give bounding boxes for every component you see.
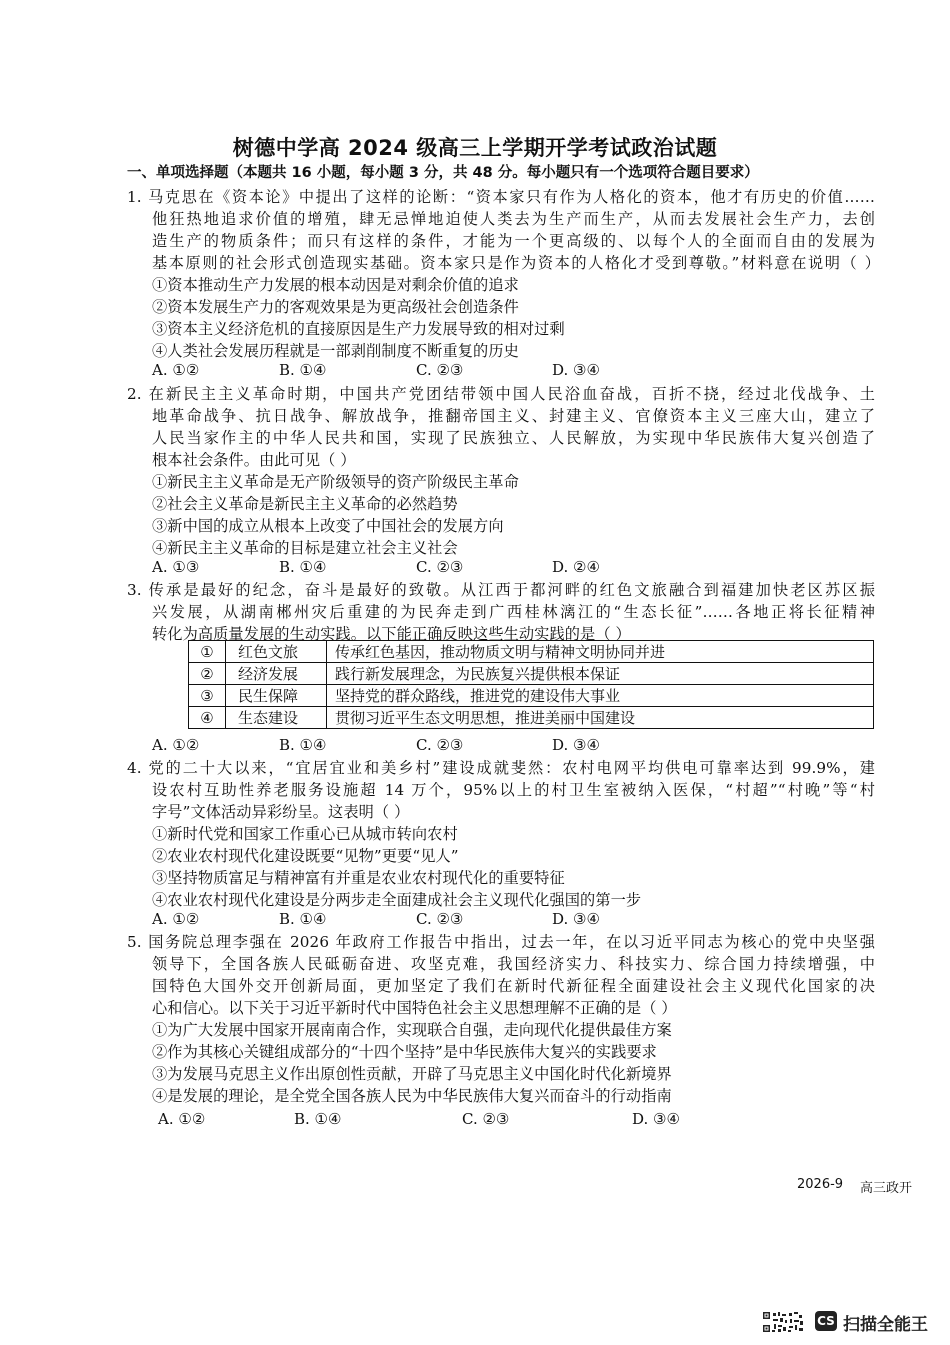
question-1-stem-line: 造生产的物质条件；而只有这样的条件，才能为一个更高级的、以每个人的全面而自由的发展为	[152, 232, 875, 250]
question-4-stem-line: 设农村互助性养老服务设施超 14 万个，95%以上的村卫生室被纳入医保，“村超”“村晚”等“村	[152, 781, 875, 799]
question-2-stem-line: 根本社会条件。由此可见（ ）	[152, 451, 356, 469]
option-d: D. ③④	[552, 736, 600, 754]
option-c: C. ②③	[416, 558, 464, 576]
footer-code: 高三政开	[860, 1181, 913, 1196]
option-c: C. ②③	[416, 361, 464, 379]
question-2-statement: ④新民主主义革命的目标是建立社会主义社会	[152, 539, 458, 557]
question-2-statement: ③新中国的成立从根本上改变了中国社会的发展方向	[152, 517, 504, 535]
table-cell-number: ③	[189, 685, 226, 707]
option-b: B. ①④	[294, 1110, 342, 1128]
table-cell-field: 生态建设	[226, 707, 327, 729]
scanner-name: 扫描全能王	[843, 1315, 928, 1335]
question-5-statement: ②作为其核心关键组成部分的“十四个坚持”是中华民族伟大复兴的实践要求	[152, 1043, 657, 1061]
table-row	[189, 663, 874, 685]
table-cell-field: 民生保障	[226, 685, 327, 707]
table-cell-content: 坚持党的群众路线，推进党的建设伟大事业	[327, 685, 874, 707]
question-5-statement: ③为发展马克思主义作出原创性贡献，开辟了马克思主义中国化时代化新境界	[152, 1065, 672, 1083]
question-3-stem-line: 兴发展，从湖南郴州灾后重建的为民奔走到广西桂林漓江的“生态长征”……各地正将长征精神	[152, 603, 875, 621]
question-4-statement: ④农业农村现代化建设是分两步走全面建成社会主义现代化强国的第一步	[152, 891, 642, 909]
option-b: B. ①④	[279, 910, 327, 928]
question-1-stem-line: 他狂热地追求价值的增殖，肆无忌惮地迫使人类去为生产而生产，从而去发展社会生产力，去创	[152, 210, 875, 228]
option-a: A. ①②	[152, 910, 200, 928]
option-d: D. ②④	[552, 558, 600, 576]
table-cell-number: ④	[189, 707, 226, 729]
option-a: A. ①③	[152, 558, 200, 576]
table-cell-number: ②	[189, 663, 226, 685]
table-cell-field: 经济发展	[226, 663, 327, 685]
option-a: A. ①②	[152, 736, 200, 754]
exam-title: 树德中学高 2024 级高三上学期开学考试政治试题	[232, 136, 718, 160]
question-1-statement: ①资本推动生产力发展的根本动因是对剩余价值的追求	[152, 276, 519, 294]
table-cell-content: 贯彻习近平生态文明思想，推进美丽中国建设	[327, 707, 874, 729]
option-c: C. ②③	[416, 910, 464, 928]
question-3-table	[188, 640, 874, 729]
question-1-statement: ③资本主义经济危机的直接原因是生产力发展导致的相对过剩	[152, 320, 565, 338]
option-d: D. ③④	[552, 361, 600, 379]
question-5-stem-line: 领导下，全国各族人民砥砺奋进、攻坚克难，我国经济实力、科技实力、综合国力持续增强，中	[152, 955, 875, 973]
question-5-stem-line: 5. 国务院总理李强在 2026 年政府工作报告中指出，过去一年，在以习近平同志为核心的党中央坚强	[127, 933, 875, 951]
option-b: B. ①④	[279, 361, 327, 379]
question-3-stem-line: 转化为高质量发展的生动实践。以下能正确反映这些生动实践的是（ ）	[152, 625, 631, 643]
scanner-logo-icon: CS	[815, 1311, 837, 1331]
option-c: C. ②③	[462, 1110, 510, 1128]
table-cell-number: ①	[189, 641, 226, 663]
question-5-statement: ④是发展的理论，是全党全国各族人民为中华民族伟大复兴而奋斗的行动指南	[152, 1087, 672, 1105]
option-a: A. ①②	[158, 1110, 206, 1128]
option-b: B. ①④	[279, 558, 327, 576]
option-a: A. ①②	[152, 361, 200, 379]
table-cell-content: 传承红色基因，推动物质文明与精神文明协同并进	[327, 641, 874, 663]
question-1-stem-line: 基本原则的社会形式创造现实基础。资本家只是作为资本的人格化才受到尊敬。”材料意在说明（ ）	[152, 254, 880, 272]
table-row	[189, 641, 874, 663]
table-cell-content: 践行新发展理念，为民族复兴提供根本保证	[327, 663, 874, 685]
qr-code-icon	[762, 1311, 804, 1333]
question-4-statement: ②农业农村现代化建设既要“见物”更要“见人”	[152, 847, 459, 865]
option-d: D. ③④	[632, 1110, 680, 1128]
section-heading: 一、单项选择题（本题共 16 小题，每小题 3 分，共 48 分。每小题只有一个选项符合题目要求）	[127, 165, 759, 181]
question-4-statement: ①新时代党和国家工作重心已从城市转向农村	[152, 825, 458, 843]
question-2-statement: ②社会主义革命是新民主主义革命的必然趋势	[152, 495, 458, 513]
question-2-statement: ①新民主主义革命是无产阶级领导的资产阶级民主革命	[152, 473, 519, 491]
question-4-stem-line: 字号”文体活动异彩纷呈。这表明（ ）	[152, 803, 410, 821]
question-3-stem-line: 3. 传承是最好的纪念，奋斗是最好的致敬。从江西于都河畔的红色文旅融合到福建加快老区苏区振	[127, 581, 875, 599]
table-row	[189, 685, 874, 707]
question-2-stem-line: 2. 在新民主主义革命时期，中国共产党团结带领中国人民浴血奋战，百折不挠，经过北伐战争、土	[127, 385, 875, 403]
question-5-stem-line: 心和信心。以下关于习近平新时代中国特色社会主义思想理解不正确的是（ ）	[152, 999, 677, 1017]
option-c: C. ②③	[416, 736, 464, 754]
question-5-stem-line: 国特色大国外交开创新局面，更加坚定了我们在新时代新征程全面建设社会主义现代化国家的决	[152, 977, 875, 995]
option-b: B. ①④	[279, 736, 327, 754]
table-cell-field: 红色文旅	[226, 641, 327, 663]
question-2-stem-line: 人民当家作主的中华人民共和国，实现了民族独立、人民解放，为实现中华民族伟大复兴创造了	[152, 429, 875, 447]
question-4-stem-line: 4. 党的二十大以来，“宜居宜业和美乡村”建设成就斐然：农村电网平均供电可靠率达到 99.9%，建	[127, 759, 875, 777]
question-1-stem-line: 1. 马克思在《资本论》中提出了这样的论断：“资本家只有作为人格化的资本，他才有历史的价值……	[127, 188, 875, 206]
question-1-statement: ②资本发展生产力的客观效果是为更高级社会创造条件	[152, 298, 519, 316]
footer-date: 2026-9	[797, 1177, 844, 1192]
question-4-statement: ③坚持物质富足与精神富有并重是农业农村现代化的重要特征	[152, 869, 565, 887]
option-d: D. ③④	[552, 910, 600, 928]
table-row	[189, 707, 874, 729]
question-1-statement: ④人类社会发展历程就是一部剥削制度不断重复的历史	[152, 342, 519, 360]
question-2-stem-line: 地革命战争、抗日战争、解放战争，推翻帝国主义、封建主义、官僚资本主义三座大山，建立了	[152, 407, 875, 425]
question-5-statement: ①为广大发展中国家开展南南合作，实现联合自强，走向现代化提供最佳方案	[152, 1021, 672, 1039]
